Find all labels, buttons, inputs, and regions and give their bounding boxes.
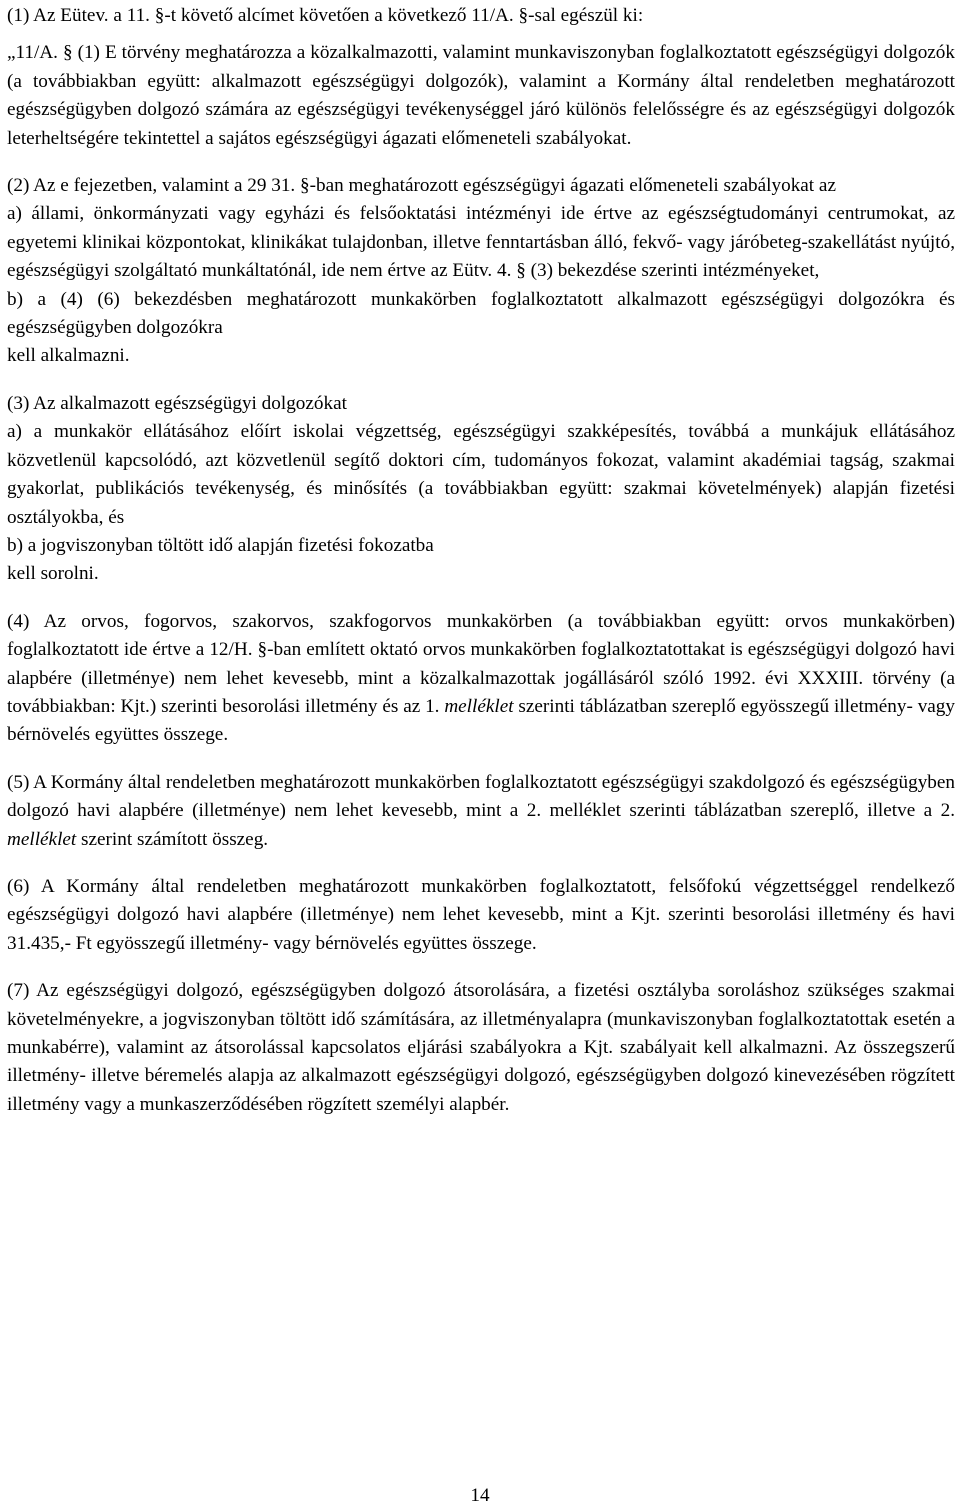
section-11a-paragraph-2-closing: kell alkalmazni. — [7, 345, 130, 367]
paragraph-5-annex-reference: melléklet — [7, 828, 77, 850]
section-11a-paragraph-7: (7) Az egészségügyi dolgozó, egészségügyben dolgozó átsorolására, a fizetési osztályba soroláshoz szükséges szakmai követelményekre, a jogviszonyban töltött idő számítására, az illetményalapra (munkaviszonyban foglalkoztatottak esetén a munkabérre), valamint az átsorolással kapcsolatos eljárási szabályokra a Kjt. szabályait kell alkalmazni. Az összegszerű illetmény- illetve béremelés alapja az alkalmazott egészségügyi dolgozó, egészségügyben dolgozó kinevezésében rögzített illetmény vagy a munkaszerződésében rögzített személyi alapbér. — [7, 980, 955, 1115]
paragraph-4-text-b: szerinti táblázatban szereplő egyösszegű illetmény- vagy bérnövelés együttes összege. — [7, 695, 955, 746]
paragraph-4-text-a: (4) Az orvos, fogorvos, szakorvos, szakfogorvos munkakörben (a továbbiakban együtt: orvos munkakörben) foglalkoztatott ide értve a 12/H. §-ban említett oktató orvos munkakörben foglalkoztatottakat is egészségügyi dolgozó havi alapbére (illetménye) nem lehet kevesebb, mint a közalkalmazottak jogállásáról szóló 1992. évi XXXIII. törvény (a továbbiakban: Kjt.) szerinti besorolási illetmény és az 1. — [7, 610, 955, 717]
section-11a-paragraph-3-closing: kell sorolni. — [7, 563, 99, 585]
paragraph-4-annex-reference: melléklet — [444, 695, 514, 717]
section-11a-paragraph-2-point-b: b) a (4) (6) bekezdésben meghatározott munkakörben foglalkoztatott alkalmazott egészségügyi dolgozókra és egészségügyben dolgozókra — [7, 288, 955, 339]
section-11a-paragraph-6: (6) A Kormány által rendeletben meghatározott munkakörben foglalkoztatott, felsőfokú végzettséggel rendelkező egészségügyi dolgozó havi alapbére (illetménye) nem lehet kevesebb, mint a Kjt. szerinti besorolási illetmény és havi 31.435,- Ft egyösszegű illetmény- vagy bérnövelés együttes összege. — [7, 875, 955, 954]
section-11a-paragraph-3-point-a: a) a munkakör ellátásához előírt iskolai végzettség, egészségügyi szakképesítés, továbbá a munkájuk ellátásához közvetlenül kapcsolódó, azt közvetlenül segítő doktori cím, tudományos fokozat, valamint akadémiai tagság, szakmai gyakorlat, publikációs tevékenység, és minősítés (a továbbiakban együtt: szakmai követelmények) alapján fizetési osztályokba, és — [7, 421, 955, 528]
paragraph-5-text-b: szerint számított összeg. — [81, 828, 269, 850]
section-11a-paragraph-1: „11/A. § (1) E törvény meghatározza a közalkalmazotti, valamint munkaviszonyban foglalkoztatott egészségügyi dolgozók (a továbbiakban együtt: alkalmazott egészségügyi dolgozók), valamint a Kormány által rendeletben meghatározott egészségügyben dolgozó számára az egészségügyi tevékenységgel járó különös felelősségre és az egészségügyi dolgozók leterheltségére tekintettel a sajátos egészségügyi ágazati előmeneteli szabályokat. — [7, 42, 955, 149]
section-11a-paragraph-2-point-a: a) állami, önkormányzati vagy egyházi és felsőoktatási intézményi ide értve az egészségtudományi centrumokat, az egyetemi klinikai központokat, klinikákat tulajdonban, illetve fenntartásban álló, fekvő- vagy járóbeteg-szakellátást nyújtó, egészségügyi szolgáltató munkáltatónál, ide nem értve az Eütv. 4. § (3) bekezdése szerinti intézményeket, — [7, 203, 955, 282]
section-11a-paragraph-2-intro: (2) Az e fejezetben, valamint a 29 31. §-ban meghatározott egészségügyi ágazati előmeneteli szabályokat az — [7, 175, 836, 197]
document-body — [7, 2, 955, 1119]
page-number: 14 — [470, 1485, 490, 1506]
intro-paragraph: (1) Az Eütev. a 11. §-t követő alcímet követően a következő 11/A. §-sal egészül ki: — [7, 5, 644, 26]
section-11a-paragraph-5 — [7, 769, 955, 854]
paragraph-5-text-a: (5) A Kormány által rendeletben meghatározott munkakörben foglalkoztatott egészségügyi szakdolgozó és egészségügyben dolgozó havi alapbére (illetménye) nem lehet kevesebb, mint a 2. melléklet szerinti táblázatban szereplő, illetve a 2. — [7, 771, 955, 822]
section-11a-paragraph-4 — [7, 608, 955, 750]
section-11a-paragraph-3-point-b: b) a jogviszonyban töltött idő alapján fizetési fokozatba — [7, 534, 434, 556]
section-11a-paragraph-3-intro: (3) Az alkalmazott egészségügyi dolgozókat — [7, 392, 347, 414]
